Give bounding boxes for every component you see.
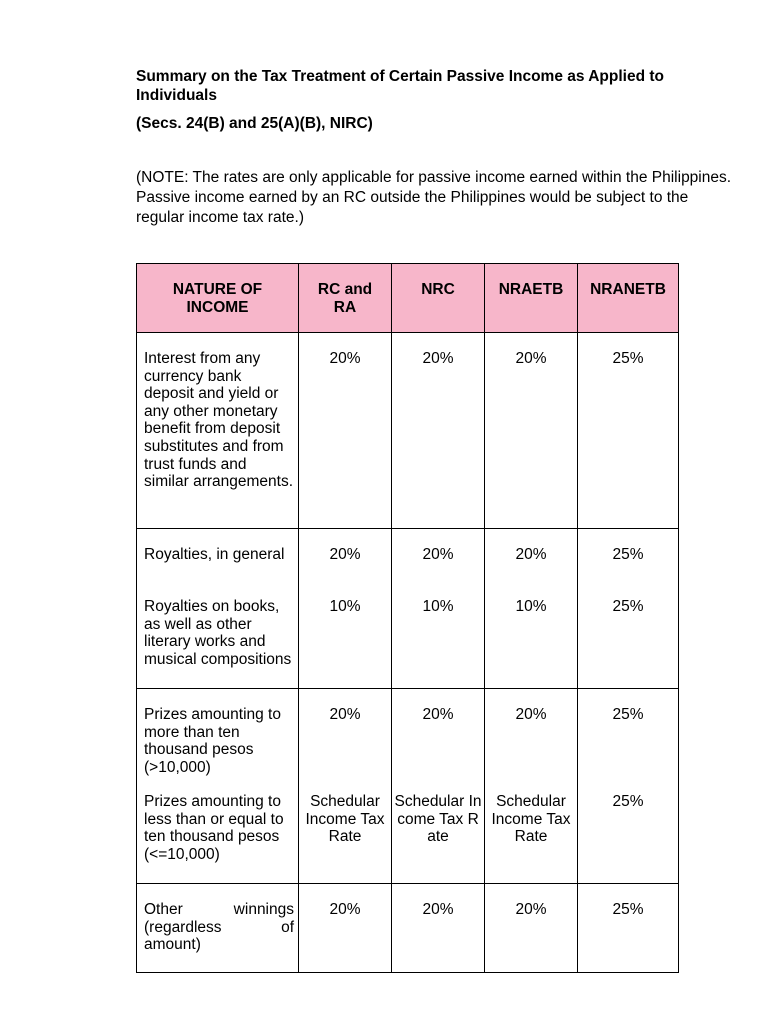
rate-value: 25% (612, 350, 644, 367)
cell-nranetb (578, 333, 679, 529)
cell-nraetb (485, 884, 578, 973)
rate-value: 20% (329, 546, 361, 563)
table-header-row (137, 264, 679, 333)
header-nature-of-income: NATURE OF INCOME (137, 264, 299, 333)
nature-text: Prizes amounting to more than ten thousand pesos (>10,000) (144, 706, 281, 776)
rate-value: 10% (515, 598, 547, 615)
cell-rc (299, 529, 392, 689)
rate-value: Schedular Income Tax Rate (394, 793, 482, 846)
cell-nature (137, 529, 299, 689)
cell-nrc (392, 884, 485, 973)
cell-nrc (392, 529, 485, 689)
nature-text: Other winnings (regardless of amount) (144, 901, 294, 954)
cell-nature (137, 689, 299, 884)
cell-nranetb (578, 884, 679, 973)
nature-text: Interest from any currency bank deposit and yield or any other monetary benefit from deposit substitutes and from trust funds and similar arrangements. (144, 350, 294, 491)
cell-rc (299, 884, 392, 973)
rate-value: Schedular Income Tax Rate (305, 793, 385, 846)
rate-value: 25% (612, 706, 644, 723)
rate-value: 20% (422, 350, 454, 367)
header-nranetb: NRANETB (578, 264, 679, 333)
tax-table (136, 263, 679, 973)
rate-value: 10% (422, 598, 454, 615)
nature-text: Prizes amounting to less than or equal to ten thousand pesos (<=10,000) (144, 793, 284, 863)
rate-value: 20% (515, 901, 547, 918)
document-title: Summary on the Tax Treatment of Certain Passive Income as Applied to Individuals (136, 68, 665, 104)
nature-text: Royalties on books, as well as other literary works and musical compositions (144, 598, 292, 668)
rate-value: 20% (422, 901, 454, 918)
cell-nranetb (578, 689, 679, 884)
cell-nraetb (485, 529, 578, 689)
cell-rc (299, 333, 392, 529)
header-rc-and-ra: RC and RA (299, 264, 392, 333)
document-subtitle: (Secs. 24(B) and 25(A)(B), NIRC) (136, 115, 373, 132)
cell-nrc (392, 689, 485, 884)
rate-value: 25% (612, 546, 644, 563)
cell-nranetb (578, 529, 679, 689)
rate-value: 20% (515, 350, 547, 367)
table-row (137, 529, 679, 689)
rate-value: 10% (329, 598, 361, 615)
rate-value: 20% (329, 350, 361, 367)
rate-value: 20% (515, 706, 547, 723)
cell-nature (137, 884, 299, 973)
rate-value: 20% (422, 706, 454, 723)
nature-text: Royalties, in general (144, 546, 285, 563)
document-note: (NOTE: The rates are only applicable for passive income earned within the Philippines. Passive income earned by an RC outside the Philippines would be subject to the regular income tax rate.) (136, 169, 732, 226)
rate-value: 20% (422, 546, 454, 563)
header-nrc: NRC (392, 264, 485, 333)
cell-nature (137, 333, 299, 529)
table-row (137, 689, 679, 884)
table-row (137, 884, 679, 973)
cell-nraetb (485, 689, 578, 884)
rate-value: 25% (612, 793, 644, 810)
rate-value: 20% (515, 546, 547, 563)
rate-value: 25% (612, 901, 644, 918)
cell-rc (299, 689, 392, 884)
table-row (137, 333, 679, 529)
header-nraetb: NRAETB (485, 264, 578, 333)
rate-value: 25% (612, 598, 644, 615)
cell-nrc (392, 333, 485, 529)
rate-value: 20% (329, 706, 361, 723)
rate-value: 20% (329, 901, 361, 918)
rate-value: Schedular Income Tax Rate (491, 793, 571, 846)
cell-nraetb (485, 333, 578, 529)
